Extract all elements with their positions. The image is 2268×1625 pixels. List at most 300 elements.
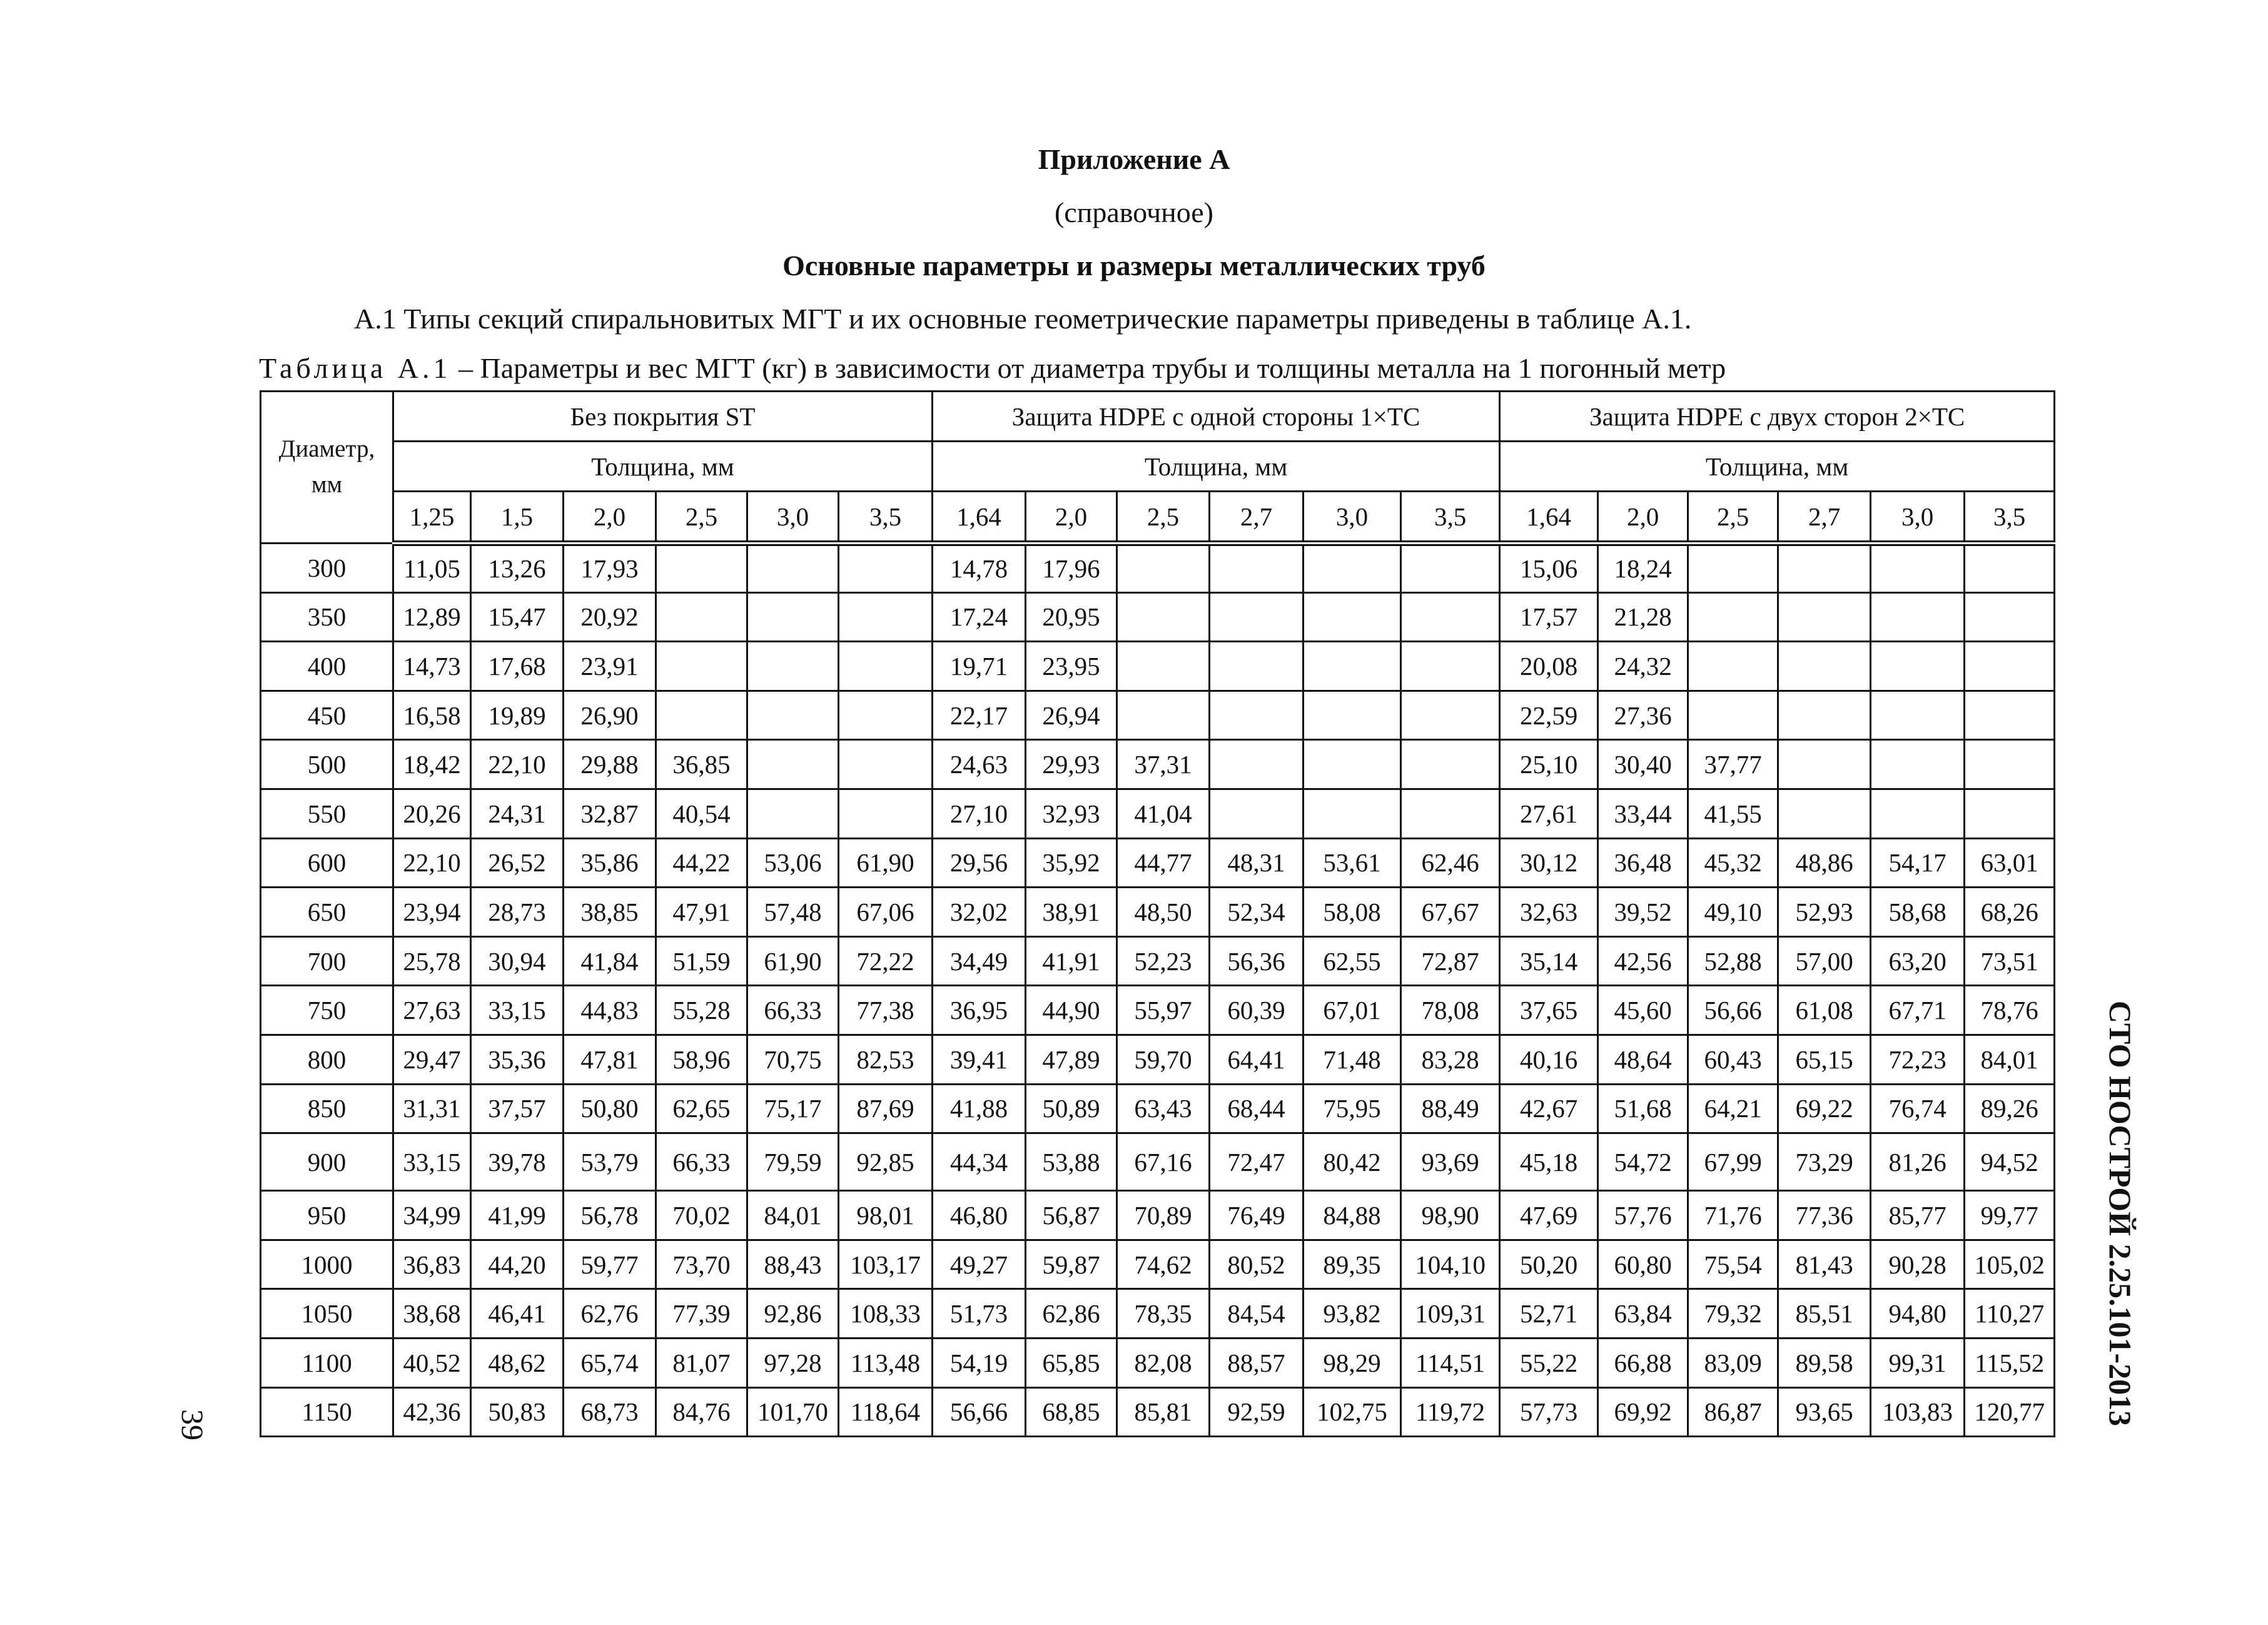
weight-cell: 78,08: [1401, 986, 1500, 1035]
weight-cell: 36,95: [933, 986, 1026, 1035]
weight-cell: 81,26: [1871, 1133, 1965, 1191]
weight-cell: [1871, 740, 1965, 789]
weight-cell: 65,15: [1778, 1035, 1871, 1084]
table-row: [261, 789, 2055, 838]
weight-cell: [1871, 691, 1965, 740]
weight-cell: 73,51: [1965, 936, 2055, 986]
table-row: [261, 1387, 2055, 1437]
weight-cell: 13,26: [471, 544, 564, 593]
weight-cell: 88,43: [747, 1240, 839, 1289]
weight-cell: 53,88: [1026, 1133, 1117, 1191]
weight-cell: 62,65: [656, 1084, 747, 1133]
weight-cell: 28,73: [471, 888, 564, 937]
weight-cell: 40,54: [656, 789, 747, 838]
page-number: 39: [175, 1409, 210, 1440]
weight-cell: 32,93: [1026, 789, 1117, 838]
weight-cell: 53,79: [564, 1133, 656, 1191]
weight-cell: [1210, 544, 1304, 593]
thickness-cell: 2,0: [1026, 492, 1117, 544]
table-caption-text: – Параметры и вес МГТ (кг) в зависимости от диаметра трубы и толщины металла на 1 погонный метр: [451, 352, 1726, 384]
weight-cell: 81,43: [1778, 1240, 1871, 1289]
weight-cell: 17,96: [1026, 544, 1117, 593]
weight-cell: 77,39: [656, 1289, 747, 1339]
weight-cell: 56,36: [1210, 936, 1304, 986]
group-header-row: [261, 392, 2055, 442]
diameter-cell: 600: [261, 838, 393, 888]
group-header-uncoated: Без покрытия ST: [393, 392, 933, 442]
weight-cell: 45,32: [1688, 838, 1778, 888]
weight-cell: [839, 544, 933, 593]
weight-cell: 72,47: [1210, 1133, 1304, 1191]
weight-cell: 45,60: [1598, 986, 1688, 1035]
weight-cell: 42,56: [1598, 936, 1688, 986]
weight-cell: 93,65: [1778, 1387, 1871, 1437]
weight-cell: 114,51: [1401, 1338, 1500, 1387]
weight-cell: 41,91: [1026, 936, 1117, 986]
weight-cell: 27,63: [393, 986, 471, 1035]
table-row: [261, 740, 2055, 789]
weight-cell: 85,51: [1778, 1289, 1871, 1339]
weight-cell: 20,26: [393, 789, 471, 838]
thickness-label: Толщина, мм: [933, 442, 1500, 492]
weight-cell: 41,88: [933, 1084, 1026, 1133]
table-row: [261, 592, 2055, 642]
weight-cell: 48,62: [471, 1338, 564, 1387]
weight-cell: 56,66: [1688, 986, 1778, 1035]
thickness-cell: 3,0: [1871, 492, 1965, 544]
weight-cell: 25,78: [393, 936, 471, 986]
weight-cell: 63,20: [1871, 936, 1965, 986]
appendix-note: (справочное): [1054, 196, 1214, 228]
table-row: [261, 1035, 2055, 1084]
weight-cell: 75,95: [1304, 1084, 1401, 1133]
weight-cell: 99,77: [1965, 1191, 2055, 1240]
weight-cell: 41,99: [471, 1191, 564, 1240]
weight-cell: 48,86: [1778, 838, 1871, 888]
thickness-cell: 3,0: [747, 492, 839, 544]
weight-cell: 47,69: [1500, 1191, 1598, 1240]
weight-cell: 27,36: [1598, 691, 1688, 740]
weight-cell: 55,22: [1500, 1338, 1598, 1387]
weight-cell: 26,90: [564, 691, 656, 740]
weight-cell: 37,77: [1688, 740, 1778, 789]
weight-cell: 67,67: [1401, 888, 1500, 937]
weight-cell: 54,19: [933, 1338, 1026, 1387]
table-row: [261, 888, 2055, 937]
weight-cell: 12,89: [393, 592, 471, 642]
thickness-values-row: [261, 492, 2055, 544]
weight-cell: 52,88: [1688, 936, 1778, 986]
thickness-label: Толщина, мм: [393, 442, 933, 492]
diameter-header-line2: мм: [311, 471, 343, 498]
weight-cell: 115,52: [1965, 1338, 2055, 1387]
weight-cell: 77,38: [839, 986, 933, 1035]
weight-cell: 36,85: [656, 740, 747, 789]
diameter-cell: 1150: [261, 1387, 393, 1437]
weight-cell: [1965, 592, 2055, 642]
weight-cell: 102,75: [1304, 1387, 1401, 1437]
weight-cell: 14,73: [393, 642, 471, 691]
weight-cell: 46,41: [471, 1289, 564, 1339]
weight-cell: [1778, 544, 1871, 593]
weight-cell: 37,57: [471, 1084, 564, 1133]
table-row: [261, 1240, 2055, 1289]
weight-cell: 24,31: [471, 789, 564, 838]
weight-cell: 40,16: [1500, 1035, 1598, 1084]
table-row: [261, 691, 2055, 740]
weight-cell: 92,59: [1210, 1387, 1304, 1437]
weight-cell: [656, 691, 747, 740]
weight-cell: [1401, 592, 1500, 642]
weight-cell: 23,91: [564, 642, 656, 691]
weight-cell: [1688, 691, 1778, 740]
weight-cell: 50,83: [471, 1387, 564, 1437]
weight-cell: 97,28: [747, 1338, 839, 1387]
weight-cell: [656, 642, 747, 691]
weight-cell: 80,52: [1210, 1240, 1304, 1289]
weight-cell: [1210, 642, 1304, 691]
weight-cell: 70,89: [1117, 1191, 1210, 1240]
table-row: [261, 838, 2055, 888]
weight-cell: 35,92: [1026, 838, 1117, 888]
weight-cell: [1778, 740, 1871, 789]
weight-cell: 57,73: [1500, 1387, 1598, 1437]
weight-cell: 63,01: [1965, 838, 2055, 888]
diameter-cell: 350: [261, 592, 393, 642]
weight-cell: 69,22: [1778, 1084, 1871, 1133]
weight-cell: 44,20: [471, 1240, 564, 1289]
diameter-cell: 400: [261, 642, 393, 691]
weight-cell: 21,28: [1598, 592, 1688, 642]
weight-cell: [747, 642, 839, 691]
weight-cell: 79,32: [1688, 1289, 1778, 1339]
weight-cell: [656, 592, 747, 642]
diameter-cell: 800: [261, 1035, 393, 1084]
thickness-cell: 2,5: [1117, 492, 1210, 544]
diameter-cell: 1100: [261, 1338, 393, 1387]
table-row: [261, 642, 2055, 691]
weight-cell: 77,36: [1778, 1191, 1871, 1240]
weight-cell: 52,23: [1117, 936, 1210, 986]
weight-cell: 17,68: [471, 642, 564, 691]
weight-cell: [839, 789, 933, 838]
weight-cell: 48,50: [1117, 888, 1210, 937]
diameter-cell: 300: [261, 544, 393, 593]
weight-cell: 58,96: [656, 1035, 747, 1084]
weight-cell: 48,64: [1598, 1035, 1688, 1084]
weight-cell: [1965, 642, 2055, 691]
weight-cell: 89,58: [1778, 1338, 1871, 1387]
weight-cell: 90,28: [1871, 1240, 1965, 1289]
weight-cell: 53,06: [747, 838, 839, 888]
thickness-cell: 1,5: [471, 492, 564, 544]
diameter-cell: 900: [261, 1133, 393, 1191]
weight-cell: [1688, 642, 1778, 691]
weight-cell: 68,73: [564, 1387, 656, 1437]
weight-cell: 51,68: [1598, 1084, 1688, 1133]
weight-cell: 68,44: [1210, 1084, 1304, 1133]
weight-cell: 84,76: [656, 1387, 747, 1437]
weight-cell: 113,48: [839, 1338, 933, 1387]
weight-cell: 63,84: [1598, 1289, 1688, 1339]
diameter-cell: 750: [261, 986, 393, 1035]
table-caption-label: Таблица А.1: [259, 352, 452, 384]
weight-cell: [1871, 592, 1965, 642]
weight-cell: 93,69: [1401, 1133, 1500, 1191]
weight-cell: 78,35: [1117, 1289, 1210, 1339]
weight-cell: 52,71: [1500, 1289, 1598, 1339]
weight-cell: 44,77: [1117, 838, 1210, 888]
weight-cell: 36,48: [1598, 838, 1688, 888]
weight-cell: 66,88: [1598, 1338, 1688, 1387]
weight-cell: [1871, 544, 1965, 593]
weight-cell: 35,14: [1500, 936, 1598, 986]
weight-cell: [747, 740, 839, 789]
weight-cell: 19,89: [471, 691, 564, 740]
weight-cell: 17,57: [1500, 592, 1598, 642]
weight-cell: 27,61: [1500, 789, 1598, 838]
weight-cell: 29,56: [933, 838, 1026, 888]
weight-cell: 56,66: [933, 1387, 1026, 1437]
weight-cell: 15,06: [1500, 544, 1598, 593]
weight-cell: 30,94: [471, 936, 564, 986]
weight-cell: 39,52: [1598, 888, 1688, 937]
weight-cell: 46,80: [933, 1191, 1026, 1240]
weight-cell: 32,63: [1500, 888, 1598, 937]
weight-cell: [1401, 789, 1500, 838]
weight-cell: [1117, 544, 1210, 593]
weight-cell: 82,53: [839, 1035, 933, 1084]
weight-cell: 60,43: [1688, 1035, 1778, 1084]
table-row: [261, 1084, 2055, 1133]
weight-cell: 85,81: [1117, 1387, 1210, 1437]
thickness-cell: 1,25: [393, 492, 471, 544]
weight-cell: 66,33: [747, 986, 839, 1035]
weight-cell: 44,34: [933, 1133, 1026, 1191]
weight-cell: 81,07: [656, 1338, 747, 1387]
thickness-cell: 3,5: [1965, 492, 2055, 544]
thickness-cell: 1,64: [933, 492, 1026, 544]
diameter-cell: 850: [261, 1084, 393, 1133]
weight-cell: 55,97: [1117, 986, 1210, 1035]
weight-cell: [1117, 642, 1210, 691]
group-header-one-side: Защита HDPE с одной стороны 1×TC: [933, 392, 1500, 442]
table-row: [261, 544, 2055, 593]
weight-cell: 101,70: [747, 1387, 839, 1437]
weight-cell: 19,71: [933, 642, 1026, 691]
weight-cell: [1778, 789, 1871, 838]
weight-cell: 92,86: [747, 1289, 839, 1339]
table-row: [261, 1289, 2055, 1339]
weight-cell: 62,55: [1304, 936, 1401, 986]
weight-cell: [1210, 740, 1304, 789]
weight-cell: [1778, 592, 1871, 642]
thickness-cell: 2,5: [1688, 492, 1778, 544]
weight-cell: 64,21: [1688, 1084, 1778, 1133]
weight-cell: 63,43: [1117, 1084, 1210, 1133]
table-row: [261, 1338, 2055, 1387]
weight-cell: 42,36: [393, 1387, 471, 1437]
weight-cell: 18,42: [393, 740, 471, 789]
weight-cell: 31,31: [393, 1084, 471, 1133]
weight-cell: 62,76: [564, 1289, 656, 1339]
weight-cell: 18,24: [1598, 544, 1688, 593]
thickness-label-row: [261, 442, 2055, 492]
weight-cell: [1304, 544, 1401, 593]
weight-cell: 45,18: [1500, 1133, 1598, 1191]
table-row: [261, 986, 2055, 1035]
weight-cell: 59,70: [1117, 1035, 1210, 1084]
weight-cell: 37,31: [1117, 740, 1210, 789]
weight-cell: 20,92: [564, 592, 656, 642]
weight-cell: [1304, 691, 1401, 740]
weight-cell: 68,85: [1026, 1387, 1117, 1437]
thickness-cell: 2,0: [564, 492, 656, 544]
weight-cell: [1401, 544, 1500, 593]
weight-cell: [1117, 691, 1210, 740]
weight-cell: 35,86: [564, 838, 656, 888]
weight-cell: 60,39: [1210, 986, 1304, 1035]
weight-cell: 39,78: [471, 1133, 564, 1191]
weight-cell: 49,10: [1688, 888, 1778, 937]
weight-cell: 20,08: [1500, 642, 1598, 691]
weight-cell: 98,01: [839, 1191, 933, 1240]
pipe-weight-table: [260, 390, 2055, 1437]
weight-cell: 34,99: [393, 1191, 471, 1240]
weight-cell: 44,22: [656, 838, 747, 888]
weight-cell: [747, 789, 839, 838]
weight-cell: [1210, 592, 1304, 642]
thickness-cell: 3,5: [1401, 492, 1500, 544]
diameter-header: [261, 392, 393, 544]
weight-cell: 29,88: [564, 740, 656, 789]
weight-cell: 110,27: [1965, 1289, 2055, 1339]
weight-cell: [1688, 544, 1778, 593]
weight-cell: 36,83: [393, 1240, 471, 1289]
weight-cell: 89,35: [1304, 1240, 1401, 1289]
weight-cell: 98,90: [1401, 1191, 1500, 1240]
weight-cell: [1304, 642, 1401, 691]
weight-cell: 56,78: [564, 1191, 656, 1240]
weight-cell: [1401, 740, 1500, 789]
weight-cell: 72,87: [1401, 936, 1500, 986]
weight-cell: 44,83: [564, 986, 656, 1035]
weight-cell: 57,76: [1598, 1191, 1688, 1240]
weight-cell: 17,24: [933, 592, 1026, 642]
weight-cell: 76,74: [1871, 1084, 1965, 1133]
weight-cell: 50,80: [564, 1084, 656, 1133]
weight-cell: [1117, 592, 1210, 642]
thickness-cell: 2,7: [1210, 492, 1304, 544]
weight-cell: 73,70: [656, 1240, 747, 1289]
weight-cell: 48,31: [1210, 838, 1304, 888]
weight-cell: 17,93: [564, 544, 656, 593]
weight-cell: [1871, 789, 1965, 838]
weight-cell: 67,06: [839, 888, 933, 937]
weight-cell: 86,87: [1688, 1387, 1778, 1437]
weight-cell: 120,77: [1965, 1387, 2055, 1437]
weight-cell: 30,40: [1598, 740, 1688, 789]
weight-cell: 26,94: [1026, 691, 1117, 740]
weight-cell: 55,28: [656, 986, 747, 1035]
weight-cell: 74,62: [1117, 1240, 1210, 1289]
thickness-cell: 1,64: [1500, 492, 1598, 544]
weight-cell: 14,78: [933, 544, 1026, 593]
weight-cell: [1965, 544, 2055, 593]
weight-cell: 51,59: [656, 936, 747, 986]
diameter-cell: 500: [261, 740, 393, 789]
diameter-cell: 1000: [261, 1240, 393, 1289]
weight-cell: 80,42: [1304, 1133, 1401, 1191]
weight-cell: 89,26: [1965, 1084, 2055, 1133]
table-row: [261, 936, 2055, 986]
weight-cell: 59,77: [564, 1240, 656, 1289]
weight-cell: 59,87: [1026, 1240, 1117, 1289]
weight-cell: 47,91: [656, 888, 747, 937]
section-title: Основные параметры и размеры металлических труб: [782, 250, 1486, 281]
group-header-two-sides: Защита HDPE с двух сторон 2×TC: [1500, 392, 2055, 442]
weight-cell: 32,87: [564, 789, 656, 838]
weight-cell: 65,85: [1026, 1338, 1117, 1387]
weight-cell: [1210, 691, 1304, 740]
thickness-cell: 3,0: [1304, 492, 1401, 544]
thickness-cell: 2,7: [1778, 492, 1871, 544]
weight-cell: 27,10: [933, 789, 1026, 838]
weight-cell: [747, 592, 839, 642]
weight-cell: 70,75: [747, 1035, 839, 1084]
weight-cell: 30,12: [1500, 838, 1598, 888]
diameter-cell: 700: [261, 936, 393, 986]
weight-cell: 49,27: [933, 1240, 1026, 1289]
weight-cell: 54,72: [1598, 1133, 1688, 1191]
thickness-cell: 2,0: [1598, 492, 1688, 544]
weight-cell: 33,44: [1598, 789, 1688, 838]
weight-cell: 94,52: [1965, 1133, 2055, 1191]
weight-cell: 23,94: [393, 888, 471, 937]
table-row: [261, 1191, 2055, 1240]
weight-cell: 26,52: [471, 838, 564, 888]
weight-cell: [1965, 740, 2055, 789]
weight-cell: 53,61: [1304, 838, 1401, 888]
weight-cell: 52,34: [1210, 888, 1304, 937]
weight-cell: 58,08: [1304, 888, 1401, 937]
weight-cell: 83,09: [1688, 1338, 1778, 1387]
weight-cell: 41,04: [1117, 789, 1210, 838]
weight-cell: 44,90: [1026, 986, 1117, 1035]
weight-cell: 16,58: [393, 691, 471, 740]
appendix-title: Приложение А: [1038, 143, 1230, 175]
weight-cell: 69,92: [1598, 1387, 1688, 1437]
weight-cell: 84,01: [1965, 1035, 2055, 1084]
weight-cell: 33,15: [471, 986, 564, 1035]
weight-cell: [1778, 642, 1871, 691]
weight-cell: 94,80: [1871, 1289, 1965, 1339]
diameter-cell: 450: [261, 691, 393, 740]
weight-cell: 104,10: [1401, 1240, 1500, 1289]
weight-cell: 82,08: [1117, 1338, 1210, 1387]
weight-cell: 38,85: [564, 888, 656, 937]
weight-cell: 22,17: [933, 691, 1026, 740]
weight-cell: 71,48: [1304, 1035, 1401, 1084]
weight-cell: [747, 691, 839, 740]
weight-cell: 72,23: [1871, 1035, 1965, 1084]
weight-cell: 84,01: [747, 1191, 839, 1240]
weight-cell: [1304, 740, 1401, 789]
weight-cell: 65,74: [564, 1338, 656, 1387]
weight-cell: 23,95: [1026, 642, 1117, 691]
weight-cell: [747, 544, 839, 593]
weight-cell: [1401, 642, 1500, 691]
